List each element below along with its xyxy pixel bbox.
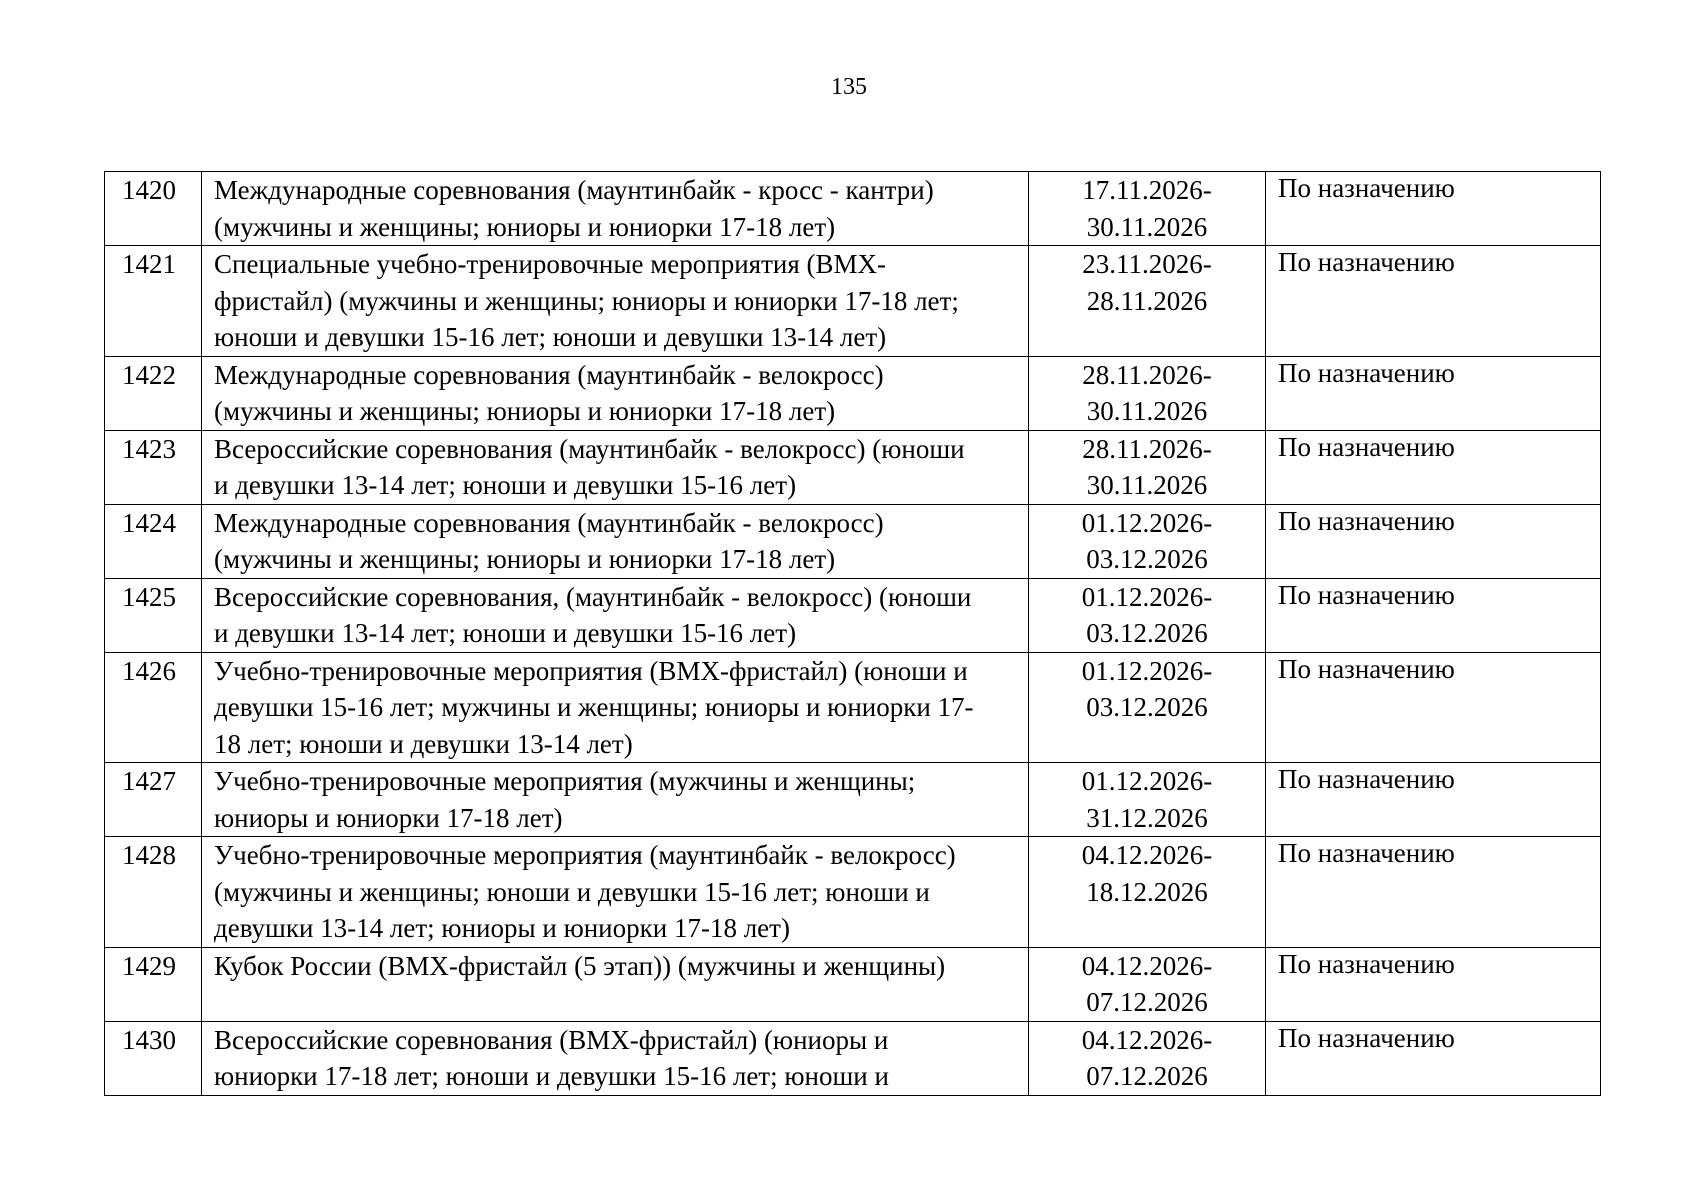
date-start: 04.12.2026- (1081, 950, 1213, 981)
event-description (202, 504, 1029, 578)
event-location-text: По назначению (1278, 1022, 1455, 1053)
event-location (1266, 356, 1601, 430)
date-end: 30.11.2026 (1086, 470, 1208, 500)
event-description (202, 652, 1029, 763)
event-dates (1029, 430, 1266, 504)
date-start: 23.11.2026- (1082, 249, 1212, 279)
event-description (202, 430, 1029, 504)
event-description-line: 18 лет; юноши и девушки 13-14 лет) (214, 728, 633, 759)
event-location-text: По назначению (1278, 173, 1455, 203)
event-location (1266, 763, 1601, 837)
event-dates (1029, 246, 1266, 357)
date-start: 28.11.2026- (1082, 359, 1212, 390)
event-description-line: Учебно-тренировочные мероприятия (маунтинбайк - велокросс) (214, 840, 956, 870)
event-description-line: юниоры и юниорки 17-18 лет) (214, 802, 563, 833)
row-number: 1428 (105, 837, 202, 948)
date-start: 04.12.2026- (1081, 1024, 1213, 1055)
event-description-line: Специальные учебно-тренировочные мероприятия (BMX- (214, 249, 886, 279)
event-dates (1029, 763, 1266, 837)
event-description-line: (мужчины и женщины; юниоры и юниорки 17-18 лет) (214, 211, 836, 242)
event-description-line: Всероссийские соревнования (маунтинбайк - велокросс) (юноши (214, 433, 965, 464)
event-dates (1029, 837, 1266, 948)
event-location (1266, 172, 1601, 246)
page-number: 135 (831, 74, 867, 100)
event-description-line: фристайл) (мужчины и женщины; юниоры и юниорки 17-18 лет; (214, 285, 959, 316)
row-number: 1423 (105, 430, 202, 504)
event-description (202, 947, 1029, 1021)
event-dates (1029, 1021, 1266, 1095)
date-end: 03.12.2026 (1086, 692, 1208, 722)
event-description-line: девушки 15-16 лет; мужчины и женщины; юниоры и юниорки 17- (214, 692, 974, 722)
event-location (1266, 1021, 1601, 1095)
event-dates (1029, 578, 1266, 652)
event-dates (1029, 652, 1266, 763)
date-start: 01.12.2026- (1081, 581, 1213, 612)
event-location (1266, 246, 1601, 357)
date-start: 17.11.2026- (1082, 175, 1212, 205)
table-row (105, 172, 1601, 246)
table-row (105, 837, 1601, 948)
date-end: 18.12.2026 (1086, 876, 1208, 907)
event-dates (1029, 172, 1266, 246)
date-end: 30.11.2026 (1086, 211, 1208, 242)
table-row (105, 578, 1601, 652)
event-dates (1029, 504, 1266, 578)
table-row (105, 356, 1601, 430)
date-start: 01.12.2026- (1081, 766, 1213, 796)
event-description-line: и девушки 13-14 лет; юноши и девушки 15-16 лет) (214, 470, 797, 500)
event-description (202, 1021, 1029, 1095)
event-dates (1029, 947, 1266, 1021)
event-description-line: (мужчины и женщины; юниоры и юниорки 17-18 лет) (214, 396, 836, 426)
event-location-text: По назначению (1278, 431, 1455, 462)
event-location-text: По назначению (1278, 505, 1455, 536)
row-number: 1426 (105, 652, 202, 763)
event-description-line: Международные соревнования (маунтинбайк - велокросс) (214, 507, 884, 538)
event-description (202, 246, 1029, 357)
row-number: 1429 (105, 947, 202, 1021)
date-end: 07.12.2026 (1086, 987, 1208, 1017)
event-location-text: По назначению (1278, 357, 1455, 388)
event-description-line: Международные соревнования (маунтинбайк - кросс - кантри) (214, 175, 934, 205)
event-description-line: юниорки 17-18 лет; юноши и девушки 15-16 лет; юноши и (214, 1061, 889, 1091)
event-location (1266, 430, 1601, 504)
event-description (202, 763, 1029, 837)
event-location (1266, 578, 1601, 652)
event-description (202, 172, 1029, 246)
event-location (1266, 837, 1601, 948)
event-dates (1029, 356, 1266, 430)
event-location-text: По назначению (1278, 247, 1455, 277)
date-end: 30.11.2026 (1086, 396, 1208, 426)
events-table-body (105, 172, 1601, 1096)
events-table (104, 171, 1601, 1096)
date-start: 01.12.2026- (1081, 507, 1213, 538)
row-number: 1420 (105, 172, 202, 246)
row-number: 1422 (105, 356, 202, 430)
event-location-text: По назначению (1278, 948, 1455, 979)
date-end: 31.12.2026 (1086, 802, 1208, 833)
date-start: 28.11.2026- (1082, 433, 1212, 464)
event-description-line: юноши и девушки 15-16 лет; юноши и девушки 13-14 лет) (214, 322, 887, 352)
event-description-line: Учебно-тренировочные мероприятия (мужчины и женщины; (214, 766, 916, 796)
table-row (105, 504, 1601, 578)
event-description-line: (мужчины и женщины; юниоры и юниорки 17-18 лет) (214, 544, 836, 574)
date-end: 03.12.2026 (1086, 618, 1208, 648)
row-number: 1430 (105, 1021, 202, 1095)
row-number: 1421 (105, 246, 202, 357)
date-start: 04.12.2026- (1081, 840, 1213, 870)
event-description-line: Всероссийские соревнования (BMX-фристайл) (юниоры и (214, 1024, 889, 1055)
event-description-line: девушки 13-14 лет; юниоры и юниорки 17-18 лет) (214, 913, 790, 943)
table-row (105, 652, 1601, 763)
row-number: 1424 (105, 504, 202, 578)
event-location-text: По назначению (1278, 653, 1455, 684)
event-location-text: По назначению (1278, 579, 1455, 610)
event-description-line: Международные соревнования (маунтинбайк - велокросс) (214, 359, 884, 390)
event-description-line: Всероссийские соревнования, (маунтинбайк - велокросс) (юноши (214, 581, 972, 612)
event-description (202, 578, 1029, 652)
event-description (202, 356, 1029, 430)
table-row (105, 1021, 1601, 1095)
event-description-line: Кубок России (BMX-фристайл (5 этап)) (мужчины и женщины) (214, 950, 946, 981)
event-description (202, 837, 1029, 948)
event-description-line: (мужчины и женщины; юноши и девушки 15-16 лет; юноши и (214, 876, 930, 907)
date-end: 03.12.2026 (1086, 544, 1208, 574)
event-description-line: Учебно-тренировочные мероприятия (BMX-фристайл) (юноши и (214, 655, 968, 686)
date-start: 01.12.2026- (1081, 655, 1213, 686)
date-end: 07.12.2026 (1086, 1061, 1208, 1091)
table-row (105, 763, 1601, 837)
row-number: 1425 (105, 578, 202, 652)
table-row (105, 947, 1601, 1021)
event-location-text: По назначению (1278, 764, 1455, 794)
row-number: 1427 (105, 763, 202, 837)
event-location (1266, 652, 1601, 763)
event-location (1266, 504, 1601, 578)
event-location (1266, 947, 1601, 1021)
table-row (105, 246, 1601, 357)
event-description-line: и девушки 13-14 лет; юноши и девушки 15-16 лет) (214, 618, 797, 648)
event-location-text: По назначению (1278, 838, 1455, 868)
table-row (105, 430, 1601, 504)
date-end: 28.11.2026 (1086, 285, 1208, 316)
